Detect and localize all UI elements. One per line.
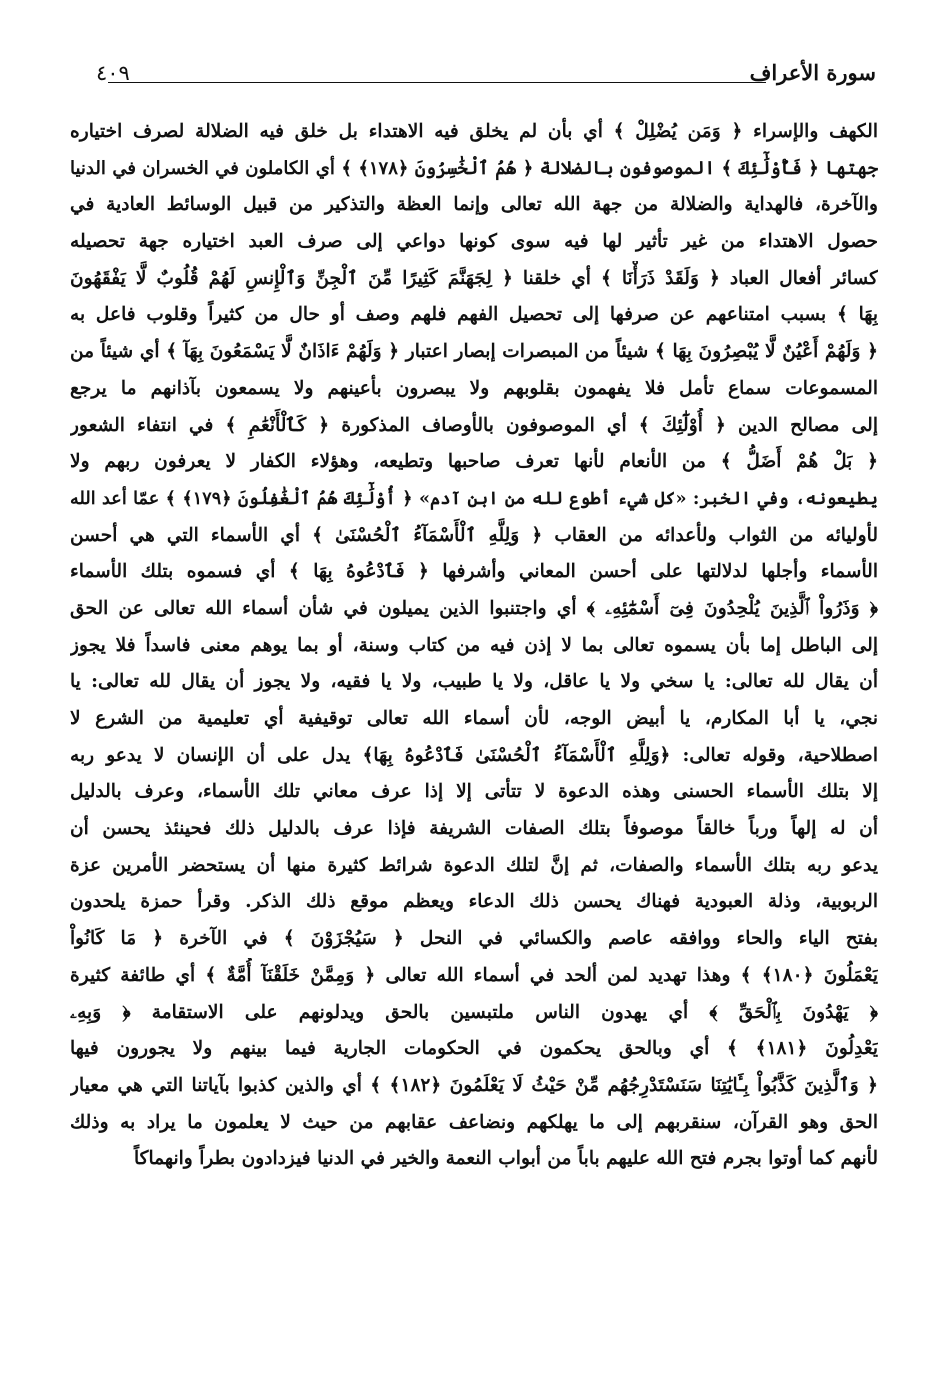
text-line: يطيعونه، وفي الخبر: «كل شيء أطوع لله من ابن آدم» ﴿ أُوْلَٰٓئِكَ هُمُ ٱلْغَٰفِلُونَ ﴿١٧٩﴾ ﴾ عمّا أعد الله (70, 487, 878, 509)
page-header (96, 58, 876, 90)
text-line: والآخرة، فالهداية والضلالة من جهة الله تعالى وإنما العظة والتذكير من قبيل الوسائط العادية في (70, 194, 878, 216)
text-line: ﴿ وَذَرُواْ ٱلَّذِينَ يُلْحِدُونَ فِىٓ أَسْمَٰٓئِهِۦ ﴾ أي واجتنبوا الذين يميلون في شأن أسماء الله تعالى عن الحق (70, 597, 878, 619)
text-line: ﴿ بَلْ هُمْ أَضَلُّ ﴾ من الأنعام لأنها تعرف صاحبها وتطيعه، وهؤلاء الكفار لا يعرفون ربهم ولا (70, 451, 878, 473)
text-line: يَعْدِلُونَ ﴿١٨١﴾ ﴾ أي وبالحق يحكمون في الحكومات الجارية فيما بينهم ولا يجورون فيها (70, 1038, 878, 1060)
text-line: بِهَا ﴾ بسبب امتناعهم عن صرفها إلى تحصيل الفهم فلهم وصف أو حال من كثيراً وقلوب فاعل به (70, 304, 878, 326)
text-line: الربوبية، وذلة العبودية فهناك يحسن ذلك الدعاء ويعظم موقع ذلك الذكر. وقرأ حمزة يلحدون (70, 891, 878, 913)
text-line: نجي، يا أبا المكارم، يا أبيض الوجه، لأن أسماء الله تعالى توقيفية أي تعليمية من الشرع لا (70, 708, 878, 729)
text-line: إلا بتلك الأسماء الحسنى وهذه الدعوة لا تتأتى إلا إذا عرف معاني تلك الأسماء، وعرف بالدليل (70, 781, 878, 803)
text-line: الكهف والإسراء ﴿ وَمَن يُضْلِلْ ﴾ أي بأن لم يخلق فيه الاهتداء بل خلق فيه الضلالة لصرف اختياره (70, 121, 878, 142)
text-line: اصطلاحية، وقوله تعالى: ﴿وَلِلَّهِ ٱلْأَسْمَآءُ ٱلْحُسْنَىٰ فَٱدْعُوهُ بِهَا﴾ يدل على أن الإنسان لا يدعو ربه (70, 744, 878, 766)
text-line: بفتح الياء والحاء ووافقه عاصم والكسائي في النحل ﴿ سَيُجْزَوْنَ ﴾ في الآخرة ﴿ مَا كَانُواْ (70, 928, 878, 950)
text-line: كسائر أفعال العباد ﴿ وَلَقَدْ ذَرَأْنَا ﴾ أي خلقنا ﴿ لِجَهَنَّمَ كَثِيرًا مِّنَ ٱلْجِنِّ وَٱلْإِنسِ لَهُمْ قُلُوبٌ لَّا يَفْقَهُونَ (70, 267, 878, 289)
text-line: لأنهم كما أوتوا بجرم فتح الله عليهم باباً من أبواب النعمة والخير في الدنيا فيزدادون بطراً وانهماكاً (133, 1148, 878, 1170)
text-line: إلى مصالح الدين ﴿ أُوْلَٰٓئِكَ ﴾ أي الموصوفون بالأوصاف المذكورة ﴿ كَٱلْأَنْعَٰمِ ﴾ في انتفاء الشعور (70, 414, 878, 436)
surah-title: سورة الأعراف (749, 60, 876, 85)
body-text (70, 114, 878, 1178)
text-line: ﴿ يَهْدُونَ بِٱلْحَقِّ ﴾ أي يهدون الناس ملتبسين بالحق ويدلونهم على الاستقامة ﴿ وَبِهِۦ (70, 1001, 878, 1023)
text-line: جهتها ﴿ فَأُوْلَٰٓئِكَ ﴾ الموصوفون بالضلالة ﴿ هُمُ ٱلْخَٰسِرُونَ ﴿١٧٨﴾ ﴾ أي الكاملون في الخسران في الدنيا (70, 157, 878, 179)
text-line: ﴿ وَٱلَّذِينَ كَذَّبُواْ بِـَٔايَٰتِنَا سَنَسْتَدْرِجُهُم مِّنْ حَيْثُ لَا يَعْلَمُونَ ﴿١٨٢﴾ ﴾ أي والذين كذبوا بآياتنا التي هي معيار (70, 1074, 878, 1096)
text-line: الأسماء وأجلها لدلالتها على أحسن المعاني وأشرفها ﴿ فَٱدْعُوهُ بِهَا ﴾ أي فسموه بتلك الأسماء (70, 561, 878, 583)
text-line: يدعو ربه بتلك الأسماء والصفات، ثم إنَّ لتلك الدعوة شرائط كثيرة منها أن يستحضر الأمرين عزة (70, 854, 878, 876)
text-line: أن يقال لله تعالى: يا سخي ولا يا عاقل، ولا يا طبيب، ولا يا فقيه، ولا يجوز أن يقال لله تعالى: يا (70, 671, 878, 693)
text-line: لأوليائه من الثواب ولأعدائه من العقاب ﴿ وَلِلَّهِ ٱلْأَسْمَآءُ ٱلْحُسْنَىٰ ﴾ أي الأسماء التي هي أحسن (70, 524, 878, 546)
text-line: يَعْمَلُونَ ﴿١٨٠﴾ ﴾ وهذا تهديد لمن ألحد في أسماء الله تعالى ﴿ وَمِمَّنْ خَلَقْنَآ أُمَّةٌ ﴾ أي طائفة كثيرة (70, 964, 878, 986)
header-rule (108, 82, 766, 83)
text-line: أن له إلهاً ورباً خالقاً موصوفاً بتلك الصفات الشريفة فإذا عرف بالدليل ذلك فحينئذ يحسن أن (70, 818, 878, 840)
text-line: إلى الباطل إما بأن يسموه تعالى بما لا إذن فيه من كتاب وسنة، أو بما يوهم معنى فاسداً فلا يجوز (70, 634, 878, 656)
text-line: حصول الاهتداء من غير تأثير لها فيه سوى كونها دواعي إلى صرف العبد اختياره جهة تحصيله (70, 231, 878, 253)
text-line: المسموعات سماع تأمل فلا يفهمون بقلوبهم ولا يبصرون بأعينهم ولا يسمعون بآذانهم ما يرجع (70, 377, 878, 399)
page-number: ٤٠٩ (96, 61, 130, 85)
text-line: الحق وهو القرآن، سنقربهم إلى ما يهلكهم ونضاعف عقابهم من حيث لا يعلمون ما يراد به وذلك (70, 1111, 878, 1133)
text-line: ﴿ وَلَهُمْ أَعْيُنٌ لَّا يُبْصِرُونَ بِهَا ﴾ شيئاً من المبصرات إبصار اعتبار ﴿ وَلَهُمْ ءَاذَانٌ لَّا يَسْمَعُونَ بِهَآ ﴾ أي شيئاً من (70, 341, 878, 363)
